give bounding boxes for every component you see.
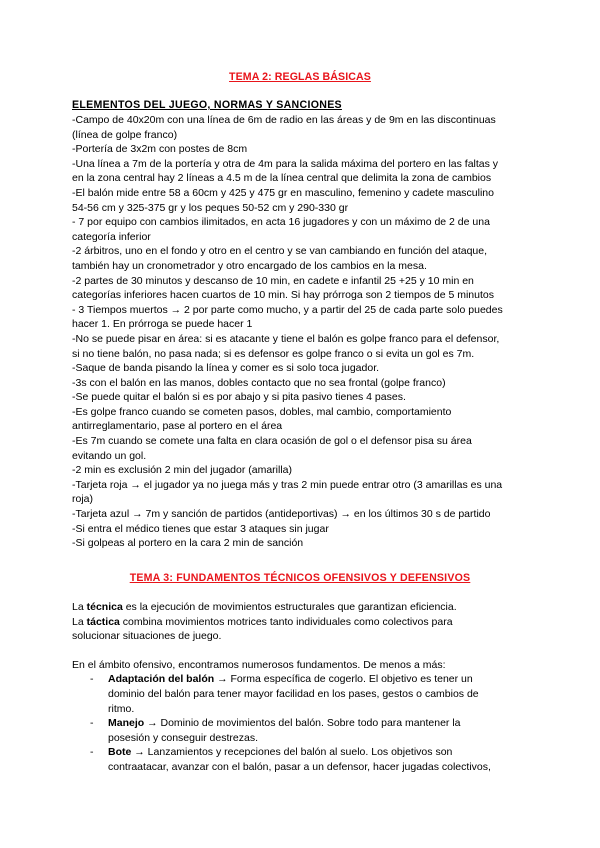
- rule-line: -Campo de 40x20m con una línea de 6m de radio en las áreas y de 9m en las discontinuas: [72, 114, 496, 126]
- tema2-section: [72, 98, 542, 551]
- item-desc-cont: contraatacar, avanzar con el balón, pasar a un defensor, hacer jugadas colectivos,: [108, 760, 491, 773]
- rule-line: -Tarjeta azul → 7m y sanción de partidos (antideportivas) → en los últimos 30 s de partido: [72, 508, 491, 521]
- bullet-dash: -: [90, 746, 94, 759]
- rule-line: -No se puede pisar en área: si es atacante y tiene el balón es golpe franco para el defensor,: [72, 332, 500, 345]
- rule-line: - 3 Tiempos muertos → 2 por parte como mucho, y a partir del 25 de cada parte solo puedes: [72, 303, 503, 316]
- rule-line: evitando un gol.: [72, 449, 147, 462]
- rule-line: -Portería de 3x2m con postes de 8cm: [72, 143, 248, 156]
- rule-line: -Es 7m cuando se comete una falta en clara ocasión de gol o el defensor pisa su área: [72, 435, 472, 448]
- term-tecnica: técnica: [86, 601, 123, 613]
- rule-line: -2 min es exclusión 2 min del jugador (amarilla): [72, 464, 293, 477]
- list-item: [72, 745, 542, 774]
- item-desc-cont: posesión y conseguir destrezas.: [108, 731, 258, 744]
- item-desc-cont: dominio del balón para tener mayor facilidad en los pases, gestos o cambios de: [108, 687, 479, 700]
- rule-line: (línea de golpe franco): [72, 128, 178, 141]
- item-term: Manejo: [108, 717, 145, 730]
- item-term: Adaptación del balón: [108, 673, 215, 686]
- item-desc: → Lanzamientos y recepciones del balón al suelo. Los objetivos son: [131, 746, 453, 759]
- tema3-section: [72, 600, 542, 775]
- rule-line: categorías inferiores hacen cuartos de 10 min. Si hay prórroga son 2 tiempos de 5 minutos: [72, 289, 494, 302]
- rule-line: -Una línea a 7m de la portería y otra de 4m para la salida máxima del portero en las faltas y: [72, 157, 499, 170]
- tactica-definition: [72, 615, 542, 630]
- term-tactica: táctica: [86, 615, 120, 628]
- item-desc: → Forma específica de cogerlo. El objetivo es tener un: [214, 673, 473, 686]
- rule-line: antirreglamentario, pase al portero en el área: [72, 420, 283, 433]
- text-run: combina movimientos motrices tanto individuales como colectivos para: [119, 615, 453, 628]
- rule-line: -Es golpe franco cuando se cometen pasos, dobles, mal cambio, comportamiento: [72, 405, 452, 418]
- tema3-title: TEMA 3: FUNDAMENTOS TÉCNICOS OFENSIVOS Y DEFENSIVOS: [129, 572, 471, 584]
- bullet-dash: -: [90, 673, 94, 686]
- list-item: [72, 716, 542, 745]
- rule-line: en la zona central hay 2 líneas a 4.5 m de la línea central que delimita la zona de cambios: [72, 172, 492, 185]
- text-run: La: [72, 601, 87, 613]
- text-run: es la ejecución de movimientos estructurales que garantizan eficiencia.: [122, 601, 457, 613]
- tema2-title: TEMA 2: REGLAS BÁSICAS: [229, 71, 371, 83]
- list-item: [72, 672, 542, 716]
- text-run: La: [72, 615, 87, 628]
- rule-line: hacer 1. En prórroga se puede hacer 1: [72, 318, 253, 331]
- rule-line: -Si entra el médico tienes que estar 3 ataques sin jugar: [72, 522, 329, 535]
- rule-line: -Si golpeas al portero en la cara 2 min de sanción: [72, 537, 304, 550]
- item-desc-cont: ritmo.: [108, 702, 135, 715]
- rule-line: -El balón mide entre 58 a 60cm y 425 y 475 gr en masculino, femenino y cadete masculino: [72, 186, 494, 199]
- tema2-rules-list: [72, 113, 542, 551]
- rule-line: 54-56 cm y 325-375 gr y los peques 50-52 cm y 290-330 gr: [72, 201, 349, 214]
- rule-line: también hay un cronometrador y otro encargado de los cambios en la mesa.: [72, 259, 427, 272]
- rule-line: si no tiene balón, no pasa nada; si es defensor es golpe franco o si evita un gol es 7m.: [72, 347, 475, 360]
- tecnica-definition: [72, 600, 542, 615]
- rule-line: -Se puede quitar el balón si es por abajo y si pita pasivo tienes 4 pases.: [72, 391, 406, 404]
- rule-line: -Tarjeta roja → el jugador ya no juega más y tras 2 min puede entrar otro (3 amarillas es una: [72, 478, 503, 491]
- item-desc: → Dominio de movimientos del balón. Sobre todo para mantener la: [144, 717, 461, 730]
- rule-line: categoría inferior: [72, 230, 151, 243]
- rule-line: -2 partes de 30 minutos y descanso de 10 min, en cadete e infantil 25 +25 y 10 min en: [72, 274, 474, 287]
- rule-line: -Saque de banda pisando la línea y comer es si solo toca jugador.: [72, 362, 380, 375]
- tactica-definition-cont: solucionar situaciones de juego.: [72, 630, 222, 643]
- item-term: Bote: [108, 746, 132, 759]
- rule-line: -3s con el balón en las manos, dobles contacto que no sea frontal (golpe franco): [72, 376, 446, 389]
- fundamentos-list: [72, 672, 542, 774]
- rule-line: - 7 por equipo con cambios ilimitados, en acta 16 jugadores y con un máximo de 2 de una: [72, 216, 490, 229]
- rule-line: roja): [72, 493, 94, 506]
- rule-line: -2 árbitros, uno en el fondo y otro en el centro y se van cambiando en función del ataque,: [72, 245, 488, 258]
- ofensivo-intro: En el ámbito ofensivo, encontramos numerosos fundamentos. De menos a más:: [72, 658, 446, 671]
- tema2-heading: ELEMENTOS DEL JUEGO, NORMAS Y SANCIONES: [72, 99, 342, 111]
- bullet-dash: -: [90, 717, 94, 730]
